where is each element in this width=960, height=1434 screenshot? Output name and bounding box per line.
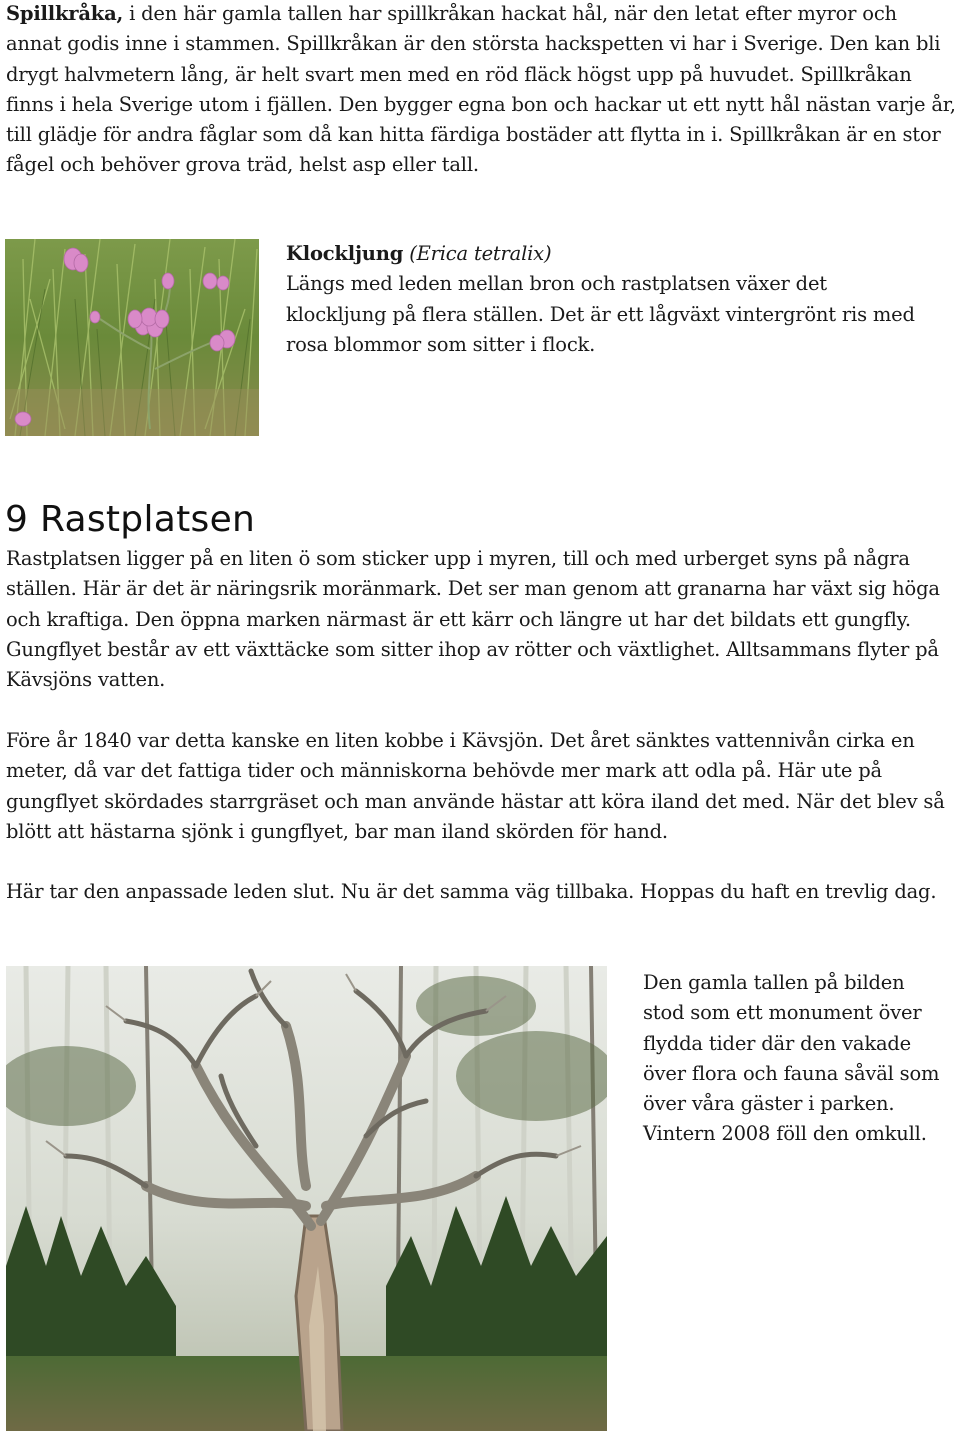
section-heading: 9 Rastplatsen (5, 499, 256, 540)
tree-photo-caption: Den gamla tallen på bilden stod som ett monument över flydda tider där den vakade över flora och fauna såväl som över våra gäster i parken. Vintern 2008 föll den omkull. (643, 971, 940, 1146)
old-pine-tree-photo (6, 966, 607, 1431)
rastplatsen-paragraph-3: Här tar den anpassade leden slut. Nu är det samma väg tillbaka. Hoppas du haft en trevlig dag. (6, 880, 937, 903)
klockljung-latin-name: (Erica tetralix) (409, 242, 552, 265)
klockljung-name: Klockljung (286, 242, 404, 265)
klockljung-title-line (286, 239, 926, 269)
rastplatsen-paragraph-1: Rastplatsen ligger på en liten ö som sticker upp i myren, till och med urberget syns på några ställen. Här är det är näringsrik moränmark. Det ser man genom att granarna har växt sig höga och kraftiga. Den öppna marken närmast är ett kärr och längre ut har det bildats ett gungfly. Gungflyet består av ett växttäcke som sitter ihop av rötter och växtlighet. Alltsammans flyter på Kävsjöns vatten. (6, 547, 940, 692)
intro-text: i den här gamla tallen har spillkråkan hackat hål, när den letat efter myror och annat godis inne i stammen. Spillkråkan är den största hackspetten vi har i Sverige. Den kan bli drygt halvmetern lång, är helt svart men med en röd fläck högst upp på huvudet. Spillkråkan finns i hela Sverige utom i fjällen. Den bygger egna bon och hackar ut ett nytt hål nästan varje år, till glädje för andra fåglar som då kan hitta färdiga bostäder att flytta in i. Spillkråkan är en stor fågel och behöver grova träd, helst asp eller tall. (6, 2, 956, 177)
rastplatsen-paragraph-2: Före år 1840 var detta kanske en liten kobbe i Kävsjön. Det året sänktes vattennivån cirka en meter, då var det fattiga tider och människorna behövde mer mark att odla på. Här ute på gungflyet skördades starrgräset och man använde hästar att köra iland det med. När det blev så blött att hästarna sjönk i gungflyet, bar man iland skörden för hand. (6, 729, 945, 843)
heather-flower-photo (5, 239, 259, 436)
heather-photo-graphic (5, 239, 259, 436)
intro-paragraph (6, 0, 958, 181)
tree-photo-graphic (6, 966, 607, 1431)
klockljung-text-block (286, 239, 926, 360)
intro-lead-word: Spillkråka, (6, 2, 124, 25)
klockljung-description: Längs med leden mellan bron och rastplatsen växer det klockljung på flera ställen. Det är ett lågväxt vintergrönt ris med rosa blommor som sitter i flock. (286, 272, 915, 356)
